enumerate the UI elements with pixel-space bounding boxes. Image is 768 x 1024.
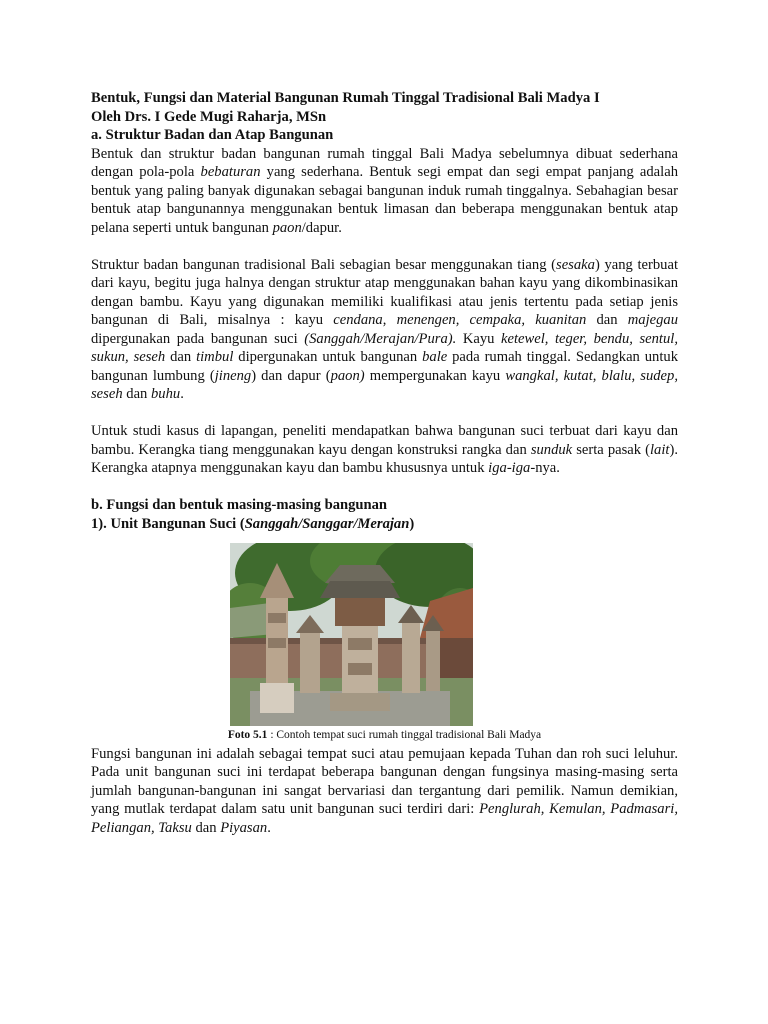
document-body: [91, 89, 678, 837]
section-a-heading: a. Struktur Badan dan Atap Bangunan: [91, 127, 334, 143]
document-title: Bentuk, Fungsi dan Material Bangunan Rumah Tinggal Tradisional Bali Madya I: [91, 90, 600, 106]
paragraph-4: Fungsi bangunan ini adalah sebagai tempat suci atau pemujaan kepada Tuhan dan roh suci leluhur. Pada unit bangunan suci ini terdapat beberapa bangunan dengan fungsinya masing-masing serta jumlah bangunan-bangunan ini sangat bervariasi dan tergantung dari pemilik. Namun demikian, yang mutlak terdapat dalam satu unit bangunan suci terdiri dari: Penglurah, Kemulan, Padmasari, Peliangan, Taksu dan Piyasan.: [91, 745, 678, 836]
subsection-1-heading: 1). Unit Bangunan Suci (Sanggah/Sanggar/Merajan): [91, 515, 415, 532]
paragraph-2: Struktur badan bangunan tradisional Bali sebagian besar menggunakan tiang (sesaka) yang terbuat dari kayu, begitu juga halnya dengan struktur atap menggunakan bahan kayu yang dikombinasikan dengan bambu. Kayu yang digunakan memiliki kualifikasi atau jenis tertentu pada setiap jenis bangunan di Bali, misalnya : kayu cendana, menengen, cempaka, kuanitan dan majegau dipergunakan pada bangunan suci (Sanggah/Merajan/Pura). Kayu ketewel, teger, bendu, sentul, sukun, seseh dan timbul dipergunakan untuk bangunan bale pada rumah tinggal. Sedangkan untuk bangunan lumbung (jineng) dan dapur (paon) mempergunakan kayu wangkal, kutat, blalu, sudep, seseh dan buhu.: [91, 256, 679, 402]
document-author: Oleh Drs. I Gede Mugi Raharja, MSn: [91, 108, 327, 125]
paragraph-1: Bentuk dan struktur badan bangunan rumah tinggal Bali Madya sebelumnya dibuat sederhana dengan pola-pola bebaturan yang sederhana. Bentuk segi empat dan segi empat panjang adalah bentuk yang paling banyak digunakan sebagai bangunan induk rumah tinggalnya. Sebahagian besar bentuk atap bangunannya menggunakan bentuk limasan dan beberapa menggunakan bentuk atap pelana seperti untuk bangunan paon/dapur.: [91, 145, 678, 236]
photo-caption: Foto 5.1 : Contoh tempat suci rumah tinggal tradisional Bali Madya: [227, 729, 542, 741]
paragraph-3: Untuk studi kasus di lapangan, peneliti mendapatkan bahwa bangunan suci terbuat dari kayu dan bambu. Kerangka tiang menggunakan kayu dengan konstruksi rangka dan sunduk serta pasak (lait). Kerangka atapnya menggunakan kayu dan bambu khususnya untuk iga-iga-nya.: [91, 423, 678, 476]
section-b-heading: b. Fungsi dan bentuk masing-masing bangunan: [91, 497, 388, 513]
temple-photo: [230, 543, 473, 726]
